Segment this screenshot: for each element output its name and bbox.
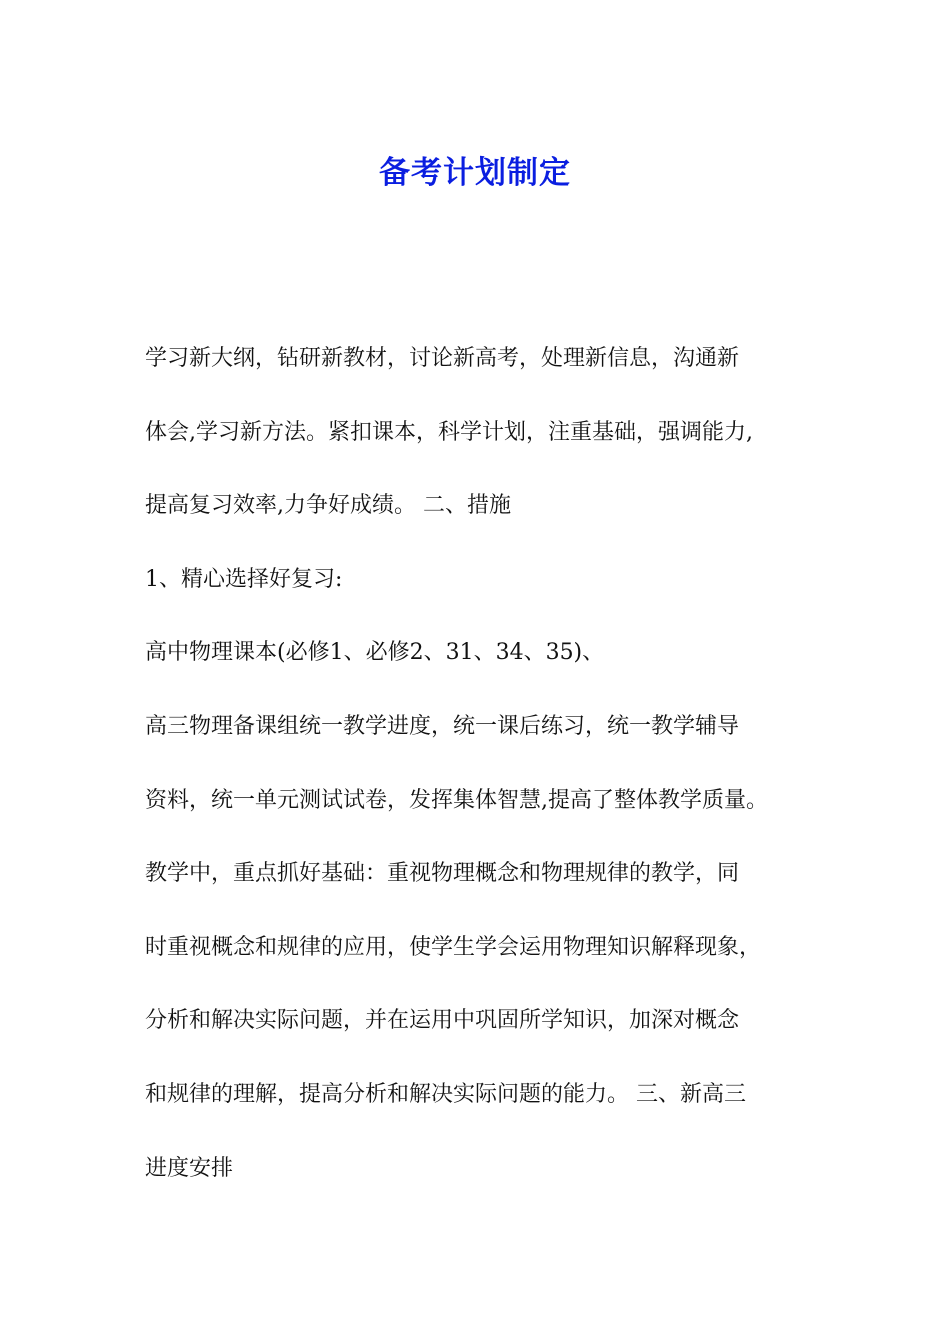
body-line: 学习新大纲，钻研新教材，讨论新高考，处理新信息，沟通新 (145, 346, 740, 371)
body-line: 高三物理备课组统一教学进度，统一课后练习，统一教学辅导 (145, 713, 740, 739)
body-line: 时重视概念和规律的应用，使学生学会运用物理知识解释现象， (145, 934, 762, 960)
document-title: 备考计划制定 (379, 154, 571, 191)
body-line: 和规律的理解，提高分析和解决实际问题的能力。 三、新高三 (145, 1081, 746, 1107)
document-body (145, 336, 825, 1219)
body-line: 资料，统一单元测试试卷，发挥集体智慧,提高了整体教学质量。 (145, 787, 768, 813)
body-line: 分析和解决实际问题，并在运用中巩固所学知识，加深对概念 (145, 1008, 740, 1034)
body-line: 进度安排 (145, 1155, 234, 1181)
body-line: 1、精心选择好复习: (145, 566, 343, 592)
body-line: 高中物理课本(必修1、必修2、31、34、35)、 (145, 640, 605, 666)
body-line: 教学中，重点抓好基础：重视物理概念和物理规律的教学，同 (145, 861, 740, 887)
body-line: 提高复习效率,力争好成绩。 二、措施 (145, 493, 511, 519)
body-line: 体会,学习新方法。紧扣课本，科学计划，注重基础，强调能力, (145, 419, 753, 445)
